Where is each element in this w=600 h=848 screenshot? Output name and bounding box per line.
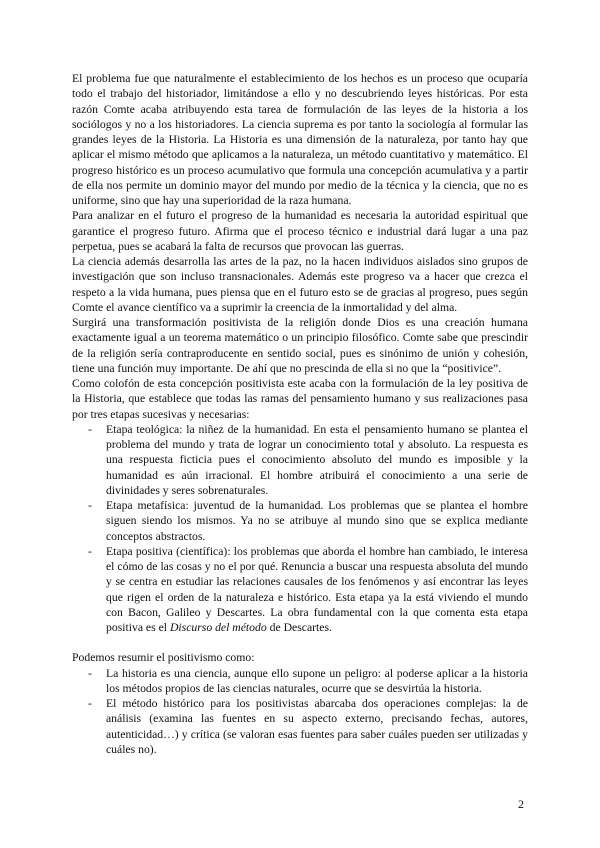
paragraph-religion: Surgirá una transformación positivista de la religión donde Dios es una creación humana exactamente igual a un teorema matemático o un principio filosófico. Comte sabe que prescindir de la religión sería contraproducente en sentido social, pues es sinónimo de unión y cohesión, tiene una función muy importante. De ahí que no prescinda de ella si no que la “positivice”.: [72, 316, 528, 375]
dash-bullet: -: [88, 666, 92, 680]
paragraph-spiritual-authority: Para analizar en el futuro el progreso de la humanidad es necesaria la autoridad espiritual que garantice el progreso futuro. Afirma que el proceso técnico e industrial dará lugar a una paz perpetua, pues se acabará la falta de recursos que provocan las guerras.: [72, 209, 528, 253]
list-item-metaphysical-stage: [88, 498, 528, 544]
dash-bullet: -: [88, 499, 92, 512]
list-item-historical-method: [88, 696, 528, 757]
summary-list: [72, 666, 528, 758]
list-item-history-science: [88, 666, 528, 697]
list-item-theological-stage: [88, 422, 528, 498]
list-item-text: La historia es una ciencia, aunque ello supone un peligro: al poderse aplicar a la historia los métodos propios de las ciencias naturales, ocurre que se desvirtúa la historia.: [106, 666, 528, 695]
list-item-positive-stage: [88, 544, 528, 636]
list-item-text: El método histórico para los positivistas abarcaba dos operaciones complejas: la de análisis (examina las fuentes en su aspecto externo, precisando fechas, autores, autenticidad…) y crítica (se valoran esas fuentes para saber cuáles pueden ser utilizadas y cuáles no).: [106, 697, 528, 756]
paragraph-science-peace: La ciencia además desarrolla las artes de la paz, no la hacen individuos aislados sino grupos de investigación que son incluso transnacionales. Además este progreso va a hacer que crezca el respeto a la vida humana, pues piensa que en el futuro esto se de gracias al progreso, pues según Comte el avance científico va a suprimir la creencia de la inmortalidad y del alma.: [72, 255, 528, 314]
summary-intro: Podemos resumir el positivismo como:: [72, 651, 255, 665]
work-title-italic: Discurso del método: [169, 621, 267, 634]
list-item-text-end: de Descartes.: [266, 621, 332, 634]
page-number: 2: [518, 797, 524, 811]
paragraph-law-three-stages: Como colofón de esta concepción positivista este acaba con la formulación de la ley positiva de la Historia, que establece que todas las ramas del pensamiento humano y sus realizaciones pasa por tres etapas sucesivas y necesarias:: [72, 377, 528, 421]
dash-bullet: -: [88, 697, 92, 710]
page-content: [72, 71, 528, 757]
paragraph-comte-sociology: El problema fue que naturalmente el establecimiento de los hechos es un proceso que ocuparía todo el trabajo del historiador, limitándose a ello y no descubriendo leyes históricas. Por esta razón Comte acaba atribuyendo esta tarea de formulación de las leyes de la historia a los sociólogos y no a los historiadores. La ciencia suprema es por tanto la sociología al formular las grandes leyes de la Historia. La Historia es una dimensión de la naturaleza, por tanto hay que aplicar el mismo método que aplicamos a la naturaleza, un método cuantitativo y matemático. El progreso histórico es un proceso acumulativo que formula una concepción acumulativa y a partir de ella nos permite un dominio mayor del mundo por medio de la técnica y la ciencia, que no es uniforme, sino que hay una superioridad de la raza humana.: [72, 72, 528, 207]
list-item-text: Etapa teológica: la niñez de la humanidad. En esta el pensamiento humano se plantea el problema del mundo y trata de lograr un conocimiento total y absoluto. La respuesta es una respuesta ficticia pues el conocimiento absoluto del mundo es imposible y la humanidad es aún irracional. El hombre atribuirá el conocimiento a una serie de divinidades y seres sobrenaturales.: [106, 422, 528, 497]
list-item-text: Etapa metafísica: juventud de la humanidad. Los problemas que se plantea el hombre siguen siendo los mismos. Ya no se atribuye al mundo sino que se explica mediante conceptos abstractos.: [106, 499, 528, 543]
dash-bullet: -: [88, 544, 92, 558]
paragraph-spacer: [72, 635, 528, 650]
stages-list: [72, 422, 528, 636]
list-item-text: Etapa positiva (científica): los problemas que aborda el hombre han cambiado, le interesa el cómo de las cosas y no el por qué. Renuncia a buscar una respuesta absoluta del mundo y se centra en estudiar las relaciones causales de los fenómenos y así encontrar las leyes que rigen el orden de la naturaleza e histórico. Esta etapa ya la está viviendo el mundo con Bacon, Galileo y Descartes. La obra fundamental con la que comenta esta etapa positiva es el: [106, 544, 528, 634]
dash-bullet: -: [88, 422, 92, 436]
